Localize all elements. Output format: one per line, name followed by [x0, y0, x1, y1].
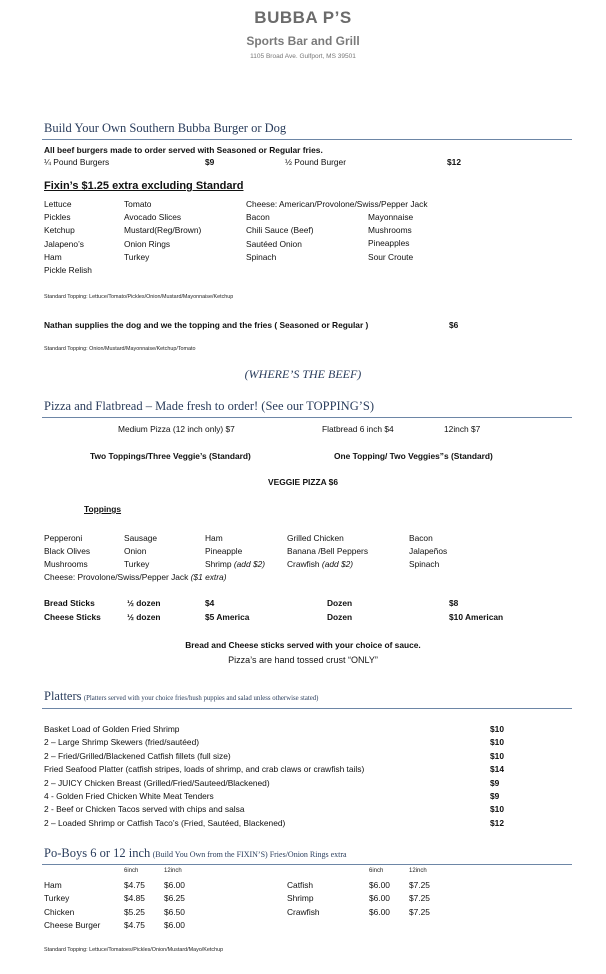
- platter-price: $10: [490, 737, 504, 748]
- platter-item: Basket Load of Golden Fried Shrimp: [44, 724, 180, 734]
- bread-sticks-half-price: $4: [205, 598, 215, 608]
- dog-standard-topping: Standard Topping: Onion/Mustard/Mayonnaise/Ketchup/Tomato: [44, 346, 196, 352]
- wheres-the-beef: (WHERE’S THE BEEF): [244, 367, 362, 381]
- topping-item: Bacon: [409, 533, 433, 543]
- fixin-item: Sautéed Onion: [246, 238, 302, 249]
- shrimp-label: Shrimp: [205, 559, 232, 569]
- medium-pizza: Medium Pizza (12 inch only) $7: [118, 424, 235, 434]
- poboy-price-6: $4.75: [124, 920, 145, 931]
- section-divider: [42, 708, 572, 709]
- burger-intro: All beef burgers made to order served with Seasoned or Regular fries.: [44, 145, 323, 155]
- poboys-left-12inch: [164, 879, 185, 933]
- poboy-price-6: $6.00: [369, 880, 390, 890]
- topping-item: Onion: [124, 546, 147, 556]
- fixin-item: Bacon: [246, 212, 270, 223]
- bread-sticks-dozen-price: $8: [449, 598, 459, 608]
- cheese-sticks-half-price: $5 America: [205, 612, 250, 622]
- fixin-item: Chili Sauce (Beef): [246, 225, 314, 236]
- crawfish-label: Crawfish: [287, 559, 320, 569]
- poboys-right-names: [287, 879, 320, 919]
- poboys-left-col6-header: 6inch: [124, 868, 139, 874]
- nathan-dog-text: Nathan supplies the dog and we the topping and the fries ( Seasoned or Regular ): [44, 320, 369, 330]
- poboys-right-col12-header: 12inch: [409, 868, 427, 874]
- platter-prices: [490, 723, 504, 830]
- poboy-name: Chicken: [44, 906, 75, 917]
- pizza-cheese-label: Cheese: Provolone/Swiss/Pepper Jack: [44, 572, 189, 582]
- platters-subtitle: (Platters served with your choice fries/hush puppies and salad unless otherwise stated): [83, 695, 319, 702]
- poboy-price-6: $6.00: [369, 906, 390, 917]
- fixin-item: Lettuce: [44, 199, 72, 209]
- platter-price: $14: [490, 764, 504, 775]
- topping-item: Banana /Bell Peppers: [287, 546, 369, 556]
- poboy-name: Turkey: [44, 893, 70, 904]
- fixin-item: Ham: [44, 251, 62, 262]
- fixin-item: Turkey: [124, 251, 150, 262]
- platter-price: $12: [490, 817, 504, 828]
- sticks-sauce-note: Bread and Cheese sticks served with your choice of sauce.: [185, 640, 421, 650]
- topping-item: Pineapple: [205, 546, 243, 556]
- fixin-item: Avocado Slices: [124, 212, 182, 223]
- fixin-item: Mayonnaise: [368, 212, 414, 222]
- pizza-cheese-line: [44, 572, 226, 582]
- fixin-item: Onion Rings: [124, 238, 171, 249]
- fixin-item: Pineapples: [368, 238, 410, 249]
- topping-item: Ham: [205, 533, 223, 543]
- platter-item: 4 - Golden Fried Chicken White Meat Tenders: [44, 791, 214, 802]
- toppings-column-5: [409, 532, 447, 571]
- topping-item: Sausage: [124, 533, 158, 543]
- platter-price: $9: [490, 777, 500, 788]
- poboys-standard-topping: Standard Topping: Lettuce/Tomatoes/Pickles/Onion/Mustard/Mayo/Ketchup: [44, 947, 224, 953]
- fixins-column-2: [124, 198, 201, 264]
- poboys-right-6inch: [369, 879, 390, 919]
- toppings-column-4: [287, 532, 368, 571]
- poboy-price-6: $6.00: [369, 893, 390, 904]
- fixin-item: Sour Croute: [368, 251, 414, 262]
- poboys-left-col12-header: 12inch: [164, 868, 182, 874]
- section-divider: [42, 864, 572, 865]
- topping-item: Jalapeños: [409, 546, 448, 556]
- toppings-column-3: [205, 532, 265, 571]
- quarter-burger-label: ¼ Pound Burgers: [44, 157, 110, 167]
- platter-item: 2 – JUICY Chicken Breast (Grilled/Fried/Sauteed/Blackened): [44, 777, 270, 788]
- half-burger-price: $12: [447, 157, 461, 167]
- poboy-name: Crawfish: [287, 906, 320, 917]
- poboy-price-12: $7.25: [409, 880, 430, 890]
- platter-price: $10: [490, 750, 504, 761]
- topping-item: Spinach: [409, 559, 440, 569]
- poboys-subtitle: (Build You Own from the FIXIN’S) Fries/Onion Rings extra: [152, 850, 347, 859]
- restaurant-name: BUBBA P’S: [254, 8, 352, 27]
- fixins-title: Fixin’s $1.25 extra excluding Standard: [44, 180, 244, 192]
- poboy-price-12: $7.25: [409, 893, 430, 904]
- fixin-item: Mushrooms: [368, 225, 412, 236]
- shrimp-extra-note: (add $2): [233, 559, 266, 569]
- topping-item: Turkey: [124, 559, 150, 569]
- topping-item: Mushrooms: [44, 559, 88, 569]
- burger-standard-topping: Standard Topping: Lettuce/Tomato/Pickles/Onion/Mustard/Mayonnaise/Ketchup: [44, 294, 234, 300]
- fixin-item: Cheese: American/Provolone/Swiss/Pepper Jack: [246, 199, 428, 209]
- platter-item: 2 – Loaded Shrimp or Catfish Taco’s (Fried, Sautéed, Blackened): [44, 817, 286, 828]
- poboys-title: Po-Boys 6 or 12 inch: [44, 846, 151, 860]
- restaurant-address: 1105 Broad Ave. Gulfport, MS 39501: [250, 53, 356, 60]
- poboy-name: Ham: [44, 880, 62, 890]
- poboys-left-6inch: [124, 879, 145, 933]
- crust-note: Pizza’s are hand tossed crust “ONLY”: [228, 655, 378, 665]
- crawfish-extra-note: (add $2): [321, 559, 354, 569]
- poboys-right-12inch: [409, 879, 430, 919]
- toppings-column-1: [44, 532, 90, 571]
- fixin-item: Pickle Relish: [44, 265, 92, 276]
- bread-sticks-dozen: Dozen: [327, 598, 353, 608]
- poboy-price-6: $4.85: [124, 893, 145, 904]
- fixin-item: Spinach: [246, 251, 277, 262]
- burger-section-title: Build Your Own Southern Bubba Burger or Dog: [44, 121, 287, 135]
- cheese-sticks-label: Cheese Sticks: [44, 612, 101, 622]
- fixins-column-1: [44, 198, 92, 277]
- platter-item: 2 – Large Shrimp Skewers (fried/sautéed): [44, 737, 200, 748]
- topping-item: Black Olives: [44, 546, 91, 556]
- topping-item-crawfish: [287, 558, 368, 571]
- poboy-name: Cheese Burger: [44, 920, 101, 931]
- cheese-sticks-dozen: Dozen: [327, 612, 353, 622]
- poboys-left-names: [44, 879, 100, 933]
- platters-heading: [44, 689, 318, 704]
- restaurant-subtitle: Sports Bar and Grill: [246, 34, 360, 48]
- flatbread-6: Flatbread 6 inch $4: [322, 424, 394, 434]
- quarter-burger-price: $9: [205, 157, 215, 167]
- fixin-item: Pickles: [44, 212, 71, 223]
- poboy-price-12: $7.25: [409, 906, 430, 917]
- platter-item: 2 – Fried/Grilled/Blackened Catfish fillets (full size): [44, 750, 231, 761]
- poboy-price-6: $5.25: [124, 906, 145, 917]
- poboy-price-6: $4.75: [124, 880, 145, 890]
- poboys-heading: [44, 846, 347, 861]
- section-divider: [42, 417, 572, 418]
- cheese-sticks-half: ½ dozen: [127, 612, 161, 622]
- platter-item: Fried Seafood Platter (catfish stripes, loads of shrimp, and crab claws or crawfish tails): [44, 764, 365, 775]
- fixin-item: Tomato: [124, 199, 152, 209]
- topping-item: Pepperoni: [44, 533, 83, 543]
- topping-item-shrimp: [205, 558, 265, 571]
- pizza-section-title: Pizza and Flatbread – Made fresh to order! (See our TOPPING’S): [44, 399, 375, 413]
- pizza-cheese-note: ($1 extra): [190, 572, 227, 582]
- two-toppings: Two Toppings/Three Veggie’s (Standard): [90, 451, 251, 461]
- platter-price: $9: [490, 791, 500, 802]
- poboy-name: Shrimp: [287, 893, 314, 904]
- fixin-item: Jalapeno’s: [44, 238, 84, 249]
- poboy-name: Catfish: [287, 880, 314, 890]
- section-divider: [42, 139, 572, 140]
- poboy-price-12: $6.00: [164, 920, 185, 931]
- toppings-label: Toppings: [84, 504, 122, 514]
- poboys-right-col6-header: 6inch: [369, 868, 384, 874]
- one-topping: One Topping/ Two Veggies”s (Standard): [334, 451, 493, 461]
- fixin-item: Ketchup: [44, 225, 75, 236]
- poboy-price-12: $6.00: [164, 880, 185, 890]
- poboy-price-12: $6.50: [164, 906, 185, 917]
- platter-list: [44, 723, 364, 830]
- toppings-column-2: [124, 532, 157, 571]
- cheese-sticks-dozen-price: $10 American: [449, 612, 504, 622]
- fixin-item: Mustard(Reg/Brown): [124, 225, 202, 236]
- platter-price: $10: [490, 724, 504, 734]
- topping-item: Grilled Chicken: [287, 533, 344, 543]
- bread-sticks-half: ½ dozen: [127, 598, 161, 608]
- nathan-dog-price: $6: [449, 320, 459, 330]
- half-burger-label: ½ Pound Burger: [285, 157, 346, 167]
- poboy-price-12: $6.25: [164, 893, 185, 904]
- platter-item: 2 - Beef or Chicken Tacos served with chips and salsa: [44, 804, 245, 815]
- flatbread-12: 12inch $7: [444, 424, 481, 434]
- veggie-pizza: VEGGIE PIZZA $6: [268, 477, 338, 487]
- platter-price: $10: [490, 804, 504, 815]
- bread-sticks-label: Bread Sticks: [44, 598, 95, 608]
- platters-title: Platters: [44, 689, 82, 703]
- fixins-column-4: [368, 211, 413, 264]
